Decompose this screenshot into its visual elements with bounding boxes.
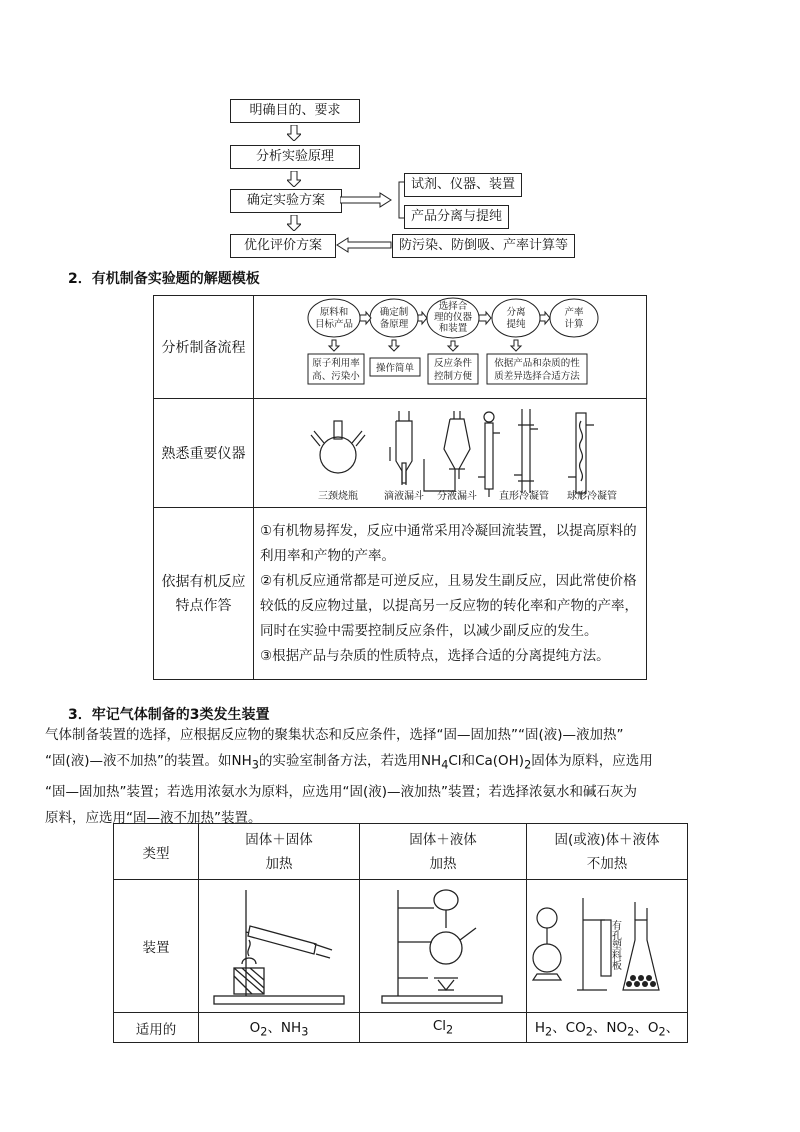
apply-solid-solid: $O_2$、$NH_3$ [199, 1013, 360, 1043]
instrument-label: 直形冷凝管 [499, 491, 549, 502]
flow-node-text: 和装置 [438, 323, 468, 334]
formula-caoh2: $Ca(OH)_2$ [475, 753, 532, 772]
para-text: 原料，应选用“固—液不加热”装置。 [45, 809, 262, 826]
flow-step-2: 分析实验原理 [230, 145, 360, 169]
header-type: 类型 [114, 824, 199, 880]
apply-no-heat: $H_2$、$CO_2$、$NO_2$、$O_2$、 [527, 1013, 688, 1043]
point-2: ②有机反应通常都是可逆反应，且易发生副反应，因此常使价格较低的反应物过量，以提高另一反应物的转化率和产物的产率，同时在实验中需要控制反应条件，以减少副反应的发生。 [260, 572, 638, 639]
flow-note-text: 操作简单 [375, 363, 415, 374]
point-1: ①有机物易挥发，反应中通常采用冷凝回流装置，以提高原料的利用率和产物的产率。 [260, 522, 637, 564]
device-solid-liquid-heat [360, 880, 527, 1013]
right-arrow-icon [340, 192, 392, 208]
instrument-label: 滴液漏斗 [384, 491, 424, 502]
flow-step-3: 确定实验方案 [230, 189, 342, 213]
para-text: 的实验室制备方法，若选用 [258, 753, 421, 769]
left-arrow-icon [336, 237, 392, 253]
flow-node-text: 计算 [564, 319, 584, 330]
organic-prep-table [153, 295, 647, 680]
device-solid-solid [199, 880, 360, 1013]
row-label-features [154, 508, 254, 680]
branch-box-separation: 产品分离与提纯 [404, 205, 509, 229]
flow-note-text: 质差异选择合适方法 [494, 371, 580, 382]
para-text: 气体制备装置的选择，应根据反应物的聚集状态和反应条件，选择“固—固加热”“固(液)—液加热” [45, 727, 624, 743]
plate-label: 有孔塑料板 [609, 920, 621, 970]
down-arrow-icon [287, 171, 301, 187]
flow-note-text: 控制方便 [433, 371, 473, 382]
formula-nh3: $NH_3$ [231, 753, 259, 772]
down-arrow-icon [287, 215, 301, 231]
header-solid-solid: 固体＋固体 加热 [199, 824, 360, 880]
instrument-label: 三颈烧瓶 [318, 491, 358, 502]
flow-node-text: 确定制 [379, 307, 409, 318]
header-no-heat: 固(或液)体＋液体 不加热 [527, 824, 688, 880]
section3-paragraph [45, 722, 757, 831]
section3-title: 3．牢记气体制备的3类发生装置 [68, 707, 270, 723]
para-text: “固—固加热”装置；若选用浓氨水为原料，应选用“固(液)—液加热”装置；若选择浓氨水和碱石灰为 [45, 783, 638, 800]
point-3: ③根据产品与杂质的性质特点，选择合适的分离提纯方法。 [260, 647, 610, 664]
header-solid-liquid: 固体＋液体 加热 [360, 824, 527, 880]
section2-title: 2．有机制备实验题的解题模板 [68, 271, 260, 287]
para-text: 固体为原料，应选用 [531, 753, 653, 769]
flow-node-text: 选择合 [438, 301, 468, 312]
flow-node-text: 提纯 [506, 319, 526, 330]
apply-solid-liquid: $Cl_2$ [360, 1013, 527, 1043]
flow-node-text: 备原理 [379, 319, 409, 330]
row-label-device: 装置 [114, 880, 199, 1013]
row-label-flow: 分析制备流程 [154, 296, 254, 399]
flow-node-text: 原料和 [319, 307, 349, 318]
row-label-instruments: 熟悉重要仪器 [154, 399, 254, 508]
liquid-heating-apparatus [368, 880, 518, 1008]
prep-flow-diagram [254, 296, 647, 399]
down-arrow-icon [287, 125, 301, 141]
instrument-label: 球形冷凝管 [567, 491, 617, 502]
flow-node-text: 产率 [564, 307, 584, 318]
no-heat-apparatus [527, 880, 687, 1008]
instruments-svg [254, 399, 646, 503]
formula-nh4cl: $NH_4Cl$和 [420, 753, 476, 772]
flow-node-text: 分离 [506, 307, 526, 318]
flow-note-text: 高、污染小 [312, 371, 360, 382]
flow-step-1: 明确目的、要求 [230, 99, 360, 123]
row-label-line: 特点作答 [175, 597, 232, 614]
para-text: “固(液)—液不加热”的装置。如 [45, 753, 232, 769]
flow-node-text: 理的仪器 [433, 312, 473, 323]
row-label-apply: 适用的 [114, 1013, 199, 1043]
gas-generator-table [113, 823, 688, 1043]
instrument-drawings [254, 399, 647, 508]
flow-step-4: 优化评价方案 [230, 234, 336, 258]
instrument-label: 分液漏斗 [437, 491, 477, 502]
flow-diagram-svg [254, 296, 646, 394]
solid-heating-apparatus [204, 880, 354, 1008]
features-cell [254, 508, 647, 680]
feedback-box: 防污染、防倒吸、产率计算等 [392, 234, 575, 258]
flow-note-text: 依据产品和杂质的性 [494, 358, 580, 369]
flow-note-text: 原子利用率 [312, 358, 360, 369]
row-label-line: 依据有机反应 [161, 573, 246, 590]
branch-box-reagents: 试剂、仪器、装置 [404, 173, 522, 197]
device-no-heat [527, 880, 688, 1013]
flow-node-text: 目标产品 [314, 319, 354, 330]
flow-note-text: 反应条件 [433, 358, 473, 369]
